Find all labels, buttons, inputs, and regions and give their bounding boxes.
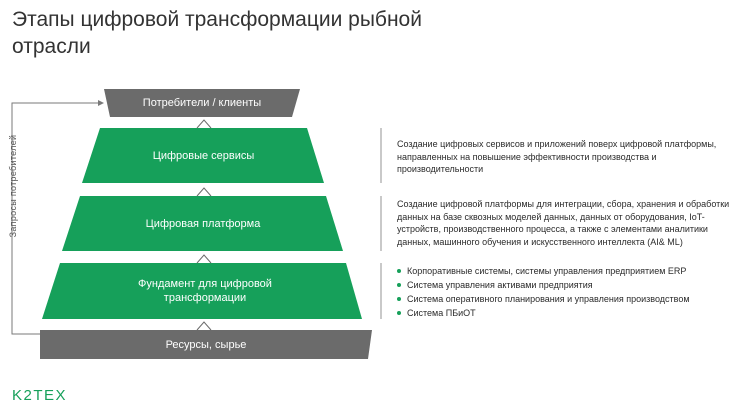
tier-label-digital-platform: Цифровая платформа [145,217,261,230]
divider-platform [380,196,382,251]
tier-label-resources: Ресурсы, сырье [165,338,247,351]
bullet-icon [397,269,401,273]
chevron-connector [197,188,211,196]
divider-services [380,128,382,183]
divider-foundation [380,263,382,319]
tier-label-foundation: Фундамент для цифровой трансформации [138,278,272,304]
list-item-text: Система управления активами предприятия [407,280,593,290]
page-title: Этапы цифровой трансформации рыбной отрасли [12,8,422,58]
chevron-connector [197,120,211,128]
bullet-icon [397,283,401,287]
list-item-text: Система оперативного планирования и управления производством [407,294,690,304]
tier-label-consumers: Потребители / клиенты [142,97,262,109]
list-item [397,264,737,278]
side-label-consumer-requests: Запросы потребителей [8,134,18,238]
bullet-icon [397,297,401,301]
list-item [397,292,737,306]
foundation-list [397,264,737,320]
chevron-connector [197,322,211,330]
list-item [397,306,737,320]
tier-label-digital-services: Цифровые сервисы [152,149,255,162]
description-digital-services: Создание цифровых сервисов и приложений поверх цифровой платформы, направленных на повышение эффективности производства и производительности [397,139,717,174]
list-item [397,278,737,292]
list-item-text: Корпоративные системы, системы управления предприятием ERP [407,266,687,276]
chevron-connector [197,255,211,263]
list-item-text: Система ПБиОТ [407,308,476,318]
bullet-icon [397,311,401,315]
description-digital-platform: Создание цифровой платформы для интеграции, сбора, хранения и обработки данных на базе сквозных моделей данных, данных от оборудования, IoT-устройств, производственного процесса, а также с элементами аналитики данных, машинного обучения и искусственного интеллекта (AI& ML) [397,199,730,247]
company-logo: K2TEX [12,387,68,404]
